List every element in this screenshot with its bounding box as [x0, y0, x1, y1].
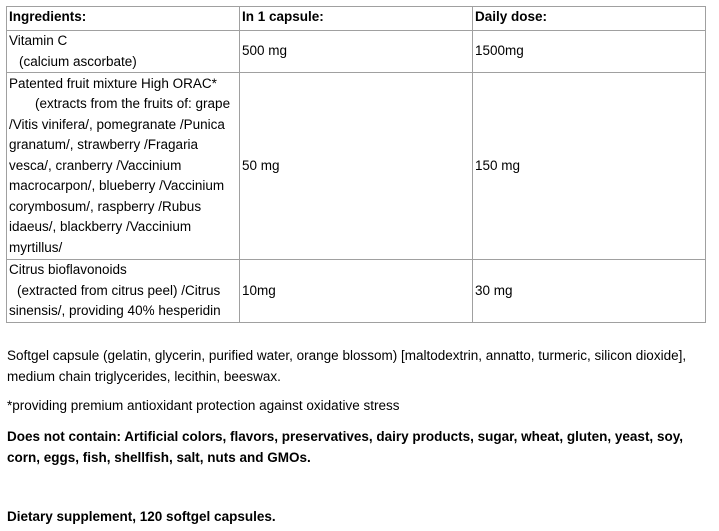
per-capsule-cell: 500 mg	[240, 31, 473, 73]
header-per-capsule: In 1 capsule:	[240, 7, 473, 31]
header-ingredients: Ingredients:	[7, 7, 240, 31]
ingredient-detail: (calcium ascorbate)	[19, 53, 137, 69]
ingredient-cell	[7, 31, 240, 73]
header-daily-dose: Daily dose:	[473, 7, 706, 31]
daily-dose-cell: 30 mg	[473, 260, 706, 323]
ingredient-name: Vitamin C	[9, 33, 68, 48]
ingredient-detail: (extracts from the fruits of: grape /Vitis vinifera/, pomegranate /Punica granatum/, strawberry /Fragaria vesca/, cranberry /Vaccinium macrocarpon/, blueberry /Vaccinium corymbosum/, raspberry /Rubus idaeus/, blackberry /Vaccinium myrtillus/	[9, 96, 231, 255]
softgel-note: Softgel capsule (gelatin, glycerin, purified water, orange blossom) [maltodextrin, annatto, turmeric, silicon dioxide], medium chain triglycerides, lecithin, beeswax.	[7, 348, 687, 384]
per-capsule-cell: 50 mg	[240, 73, 473, 260]
table-row	[7, 260, 706, 323]
antioxidant-footnote: *providing premium antioxidant protection against oxidative stress	[7, 398, 400, 413]
ingredient-name: Citrus bioflavonoids	[9, 262, 127, 277]
per-capsule-cell: 10mg	[240, 260, 473, 323]
does-not-contain-note: Does not contain: Artificial colors, flavors, preservatives, dairy products, sugar, wheat, gluten, yeast, soy, corn, eggs, fish, shellfish, salt, nuts and GMOs.	[7, 429, 683, 465]
ingredient-cell	[7, 73, 240, 260]
dietary-supplement-note: Dietary supplement, 120 softgel capsules.	[7, 509, 276, 524]
daily-dose-cell: 1500mg	[473, 31, 706, 73]
daily-dose-cell: 150 mg	[473, 73, 706, 260]
ingredient-name: Patented fruit mixture High ORAC*	[9, 75, 217, 91]
table-header-row	[7, 7, 706, 31]
table-row	[7, 31, 706, 73]
ingredient-cell	[7, 260, 240, 323]
table-row	[7, 73, 706, 260]
ingredients-table	[6, 6, 706, 323]
ingredient-detail: (extracted from citrus peel) /Citrus sinensis/, providing 40% hesperidin	[9, 282, 221, 318]
